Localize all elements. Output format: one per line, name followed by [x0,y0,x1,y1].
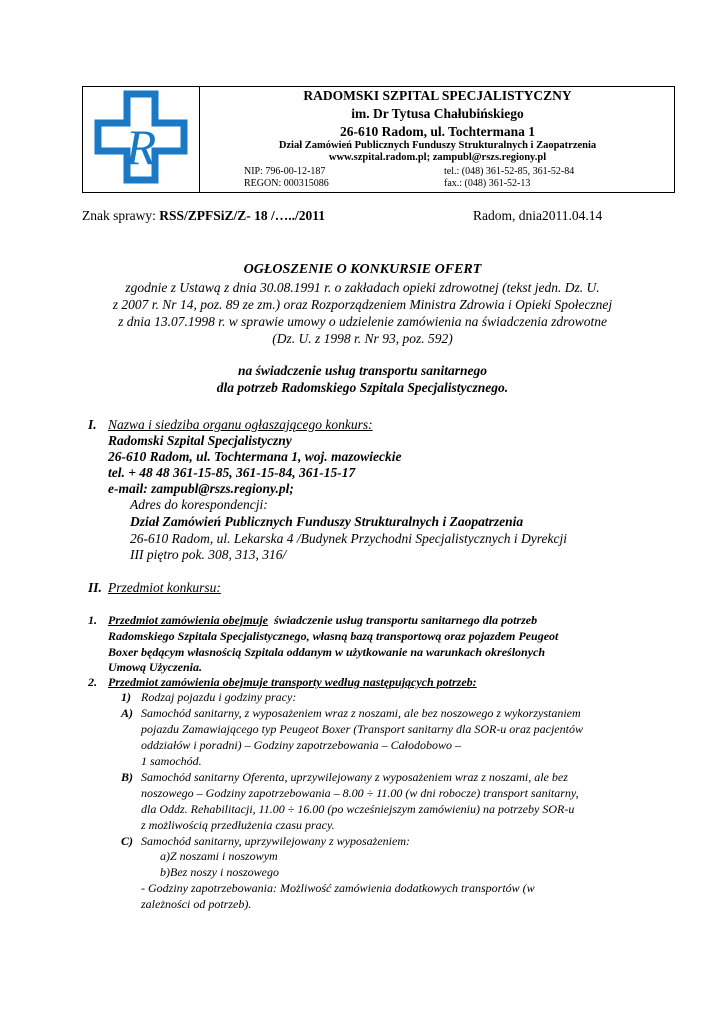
item-b-line: dla Oddz. Rehabilitacji, 11.00 ÷ 16.00 (po wcześniejszym zamówieniu) na potrzeby SOR-u [141,802,575,816]
correspondence-address: III piętro pok. 308, 313, 316/ [130,547,287,562]
subject-line: dla potrzeb Radomskiego Szpitala Specjalistycznego. [216,380,509,395]
item-a-line: pojazdu Zamawiającego typ Peugeot Boxer (Transport sanitarny dla SOR-u oraz pacjentów [141,722,583,736]
item-1-text: Rodzaj pojazdu i godziny pracy: [141,690,297,704]
organizer-phone: tel. + 48 48 361-15-85, 361-15-84, 361-15-17 [108,465,356,480]
regon: REGON: 000315086 [244,178,329,189]
item-b-line: noszowego – Godziny zapotrzebowania – 8.00 ÷ 11.00 (w dni robocze) transport sanitarny, [141,786,579,800]
item-1-number: 1) [121,690,131,704]
cross-r-logo-icon [82,86,198,191]
point-1-text: świadczenie usług transportu sanitarnego dla potrzeb [274,613,538,627]
item-a-line: Samochód sanitarny, z wyposażeniem wraz z noszami, ale bez noszowego z wykorzystaniem [141,706,581,720]
organizer-name: Radomski Szpital Specjalistyczny [108,433,292,448]
case-reference-label: Znak sprawy: [82,208,160,223]
legal-basis-line: z dnia 13.07.1998 r. w sprawie umowy o udzielenie zamówienia na świadczenia zdrowotne [118,314,607,329]
subject-line: na świadczenie usług transportu sanitarnego [237,363,488,378]
item-c-text: Samochód sanitarny, uprzywilejowany z wyposażeniem: [141,834,410,848]
nip: NIP: 796-00-12-187 [244,166,326,177]
case-reference-number: RSS/ZPFSiZ/Z- 18 /…../2011 [159,208,326,223]
page-title: OGŁOSZENIE O KONKURSIE OFERT [243,262,482,277]
phone: tel.: (048) 361-52-85, 361-52-84 [444,166,575,177]
correspondence-department: Dział Zamówień Publicznych Funduszy Strukturalnych i Zaopatrzenia [130,514,524,529]
item-b-number: B) [121,770,133,784]
item-a-line: oddziałów i poradni) – Godziny zapotrzebowania – Całodobowo – [141,738,462,752]
item-a-number: A) [121,706,133,720]
case-reference [82,208,325,224]
point-1-line: Umową Użyczenia. [108,660,202,674]
item-c-option: b)Bez noszy i noszowego [160,865,279,879]
legal-basis-line: z 2007 r. Nr 14, poz. 89 ze zm.) oraz Rozporządzeniem Ministra Zdrowia i Opieki Społecznej [112,297,613,312]
place-date: Radom, dnia2011.04.14 [473,208,603,223]
correspondence-label: Adres do korespondencji: [130,497,268,512]
fax: fax.: (048) 361-52-13 [444,178,531,189]
item-c-number: C) [121,834,133,848]
section-1-number: I. [88,417,97,432]
correspondence-address: 26-610 Radom, ul. Lekarska 4 /Budynek Przychodni Specjalistycznych i Dyrekcji [130,531,568,546]
legal-basis-line: (Dz. U. z 1998 r. Nr 93, poz. 592) [272,331,453,346]
point-1-number: 1. [88,613,97,627]
item-a-line: 1 samochód. [141,754,202,768]
point-1-line: Boxer będącym własnością Szpitala oddanym w użytkowanie na warunkach określonych [108,645,546,659]
hospital-address: 26-610 Radom, ul. Tochtermana 1 [339,124,535,139]
point-2-number: 2. [88,675,97,689]
logo-letter: R [125,119,157,175]
hospital-name: RADOMSKI SZPITAL SPECJALISTYCZNY [303,88,572,103]
point-2-text: Przedmiot zamówienia obejmuje transporty według następujących potrzeb: [108,675,477,689]
item-c-hours: zależności od potrzeb). [141,897,252,911]
organizer-email: e-mail: zampubl@rszs.regiony.pl; [108,481,294,496]
hospital-logo [82,86,200,193]
item-b-line: z możliwością przedłużenia czasu pracy. [141,818,335,832]
item-c-option: a)Z noszami i noszowym [160,849,278,863]
web-email[interactable]: www.szpital.radom.pl; zampubl@rszs.regiony.pl [328,152,547,163]
organizer-address: 26-610 Radom, ul. Tochtermana 1, woj. mazowieckie [108,449,402,464]
section-2-heading: Przedmiot konkursu: [108,580,221,595]
legal-basis-line: zgodnie z Ustawą z dnia 30.08.1991 r. o zakładach opieki zdrowotnej (tekst jedn. Dz. U. [125,280,600,295]
section-2-number: II. [88,580,102,595]
point-1-underlined: Przedmiot zamówienia obejmuje [108,613,269,627]
hospital-patron: im. Dr Tytusa Chałubińskiego [351,106,524,121]
point-1-line [108,613,537,628]
item-c-hours: - Godziny zapotrzebowania: Możliwość zamówienia dodatkowych transportów (w [141,881,535,895]
section-1-heading: Nazwa i siedziba organu ogłaszającego konkurs: [108,417,373,432]
department-name: Dział Zamówień Publicznych Funduszy Strukturalnych i Zaopatrzenia [278,140,597,151]
point-1-line: Radomskiego Szpitala Specjalistycznego, własną bazą transportową oraz pojazdem Peugeot [108,629,559,643]
item-b-line: Samochód sanitarny Oferenta, uprzywilejowany z wyposażeniem wraz z noszami, ale bez [141,770,568,784]
